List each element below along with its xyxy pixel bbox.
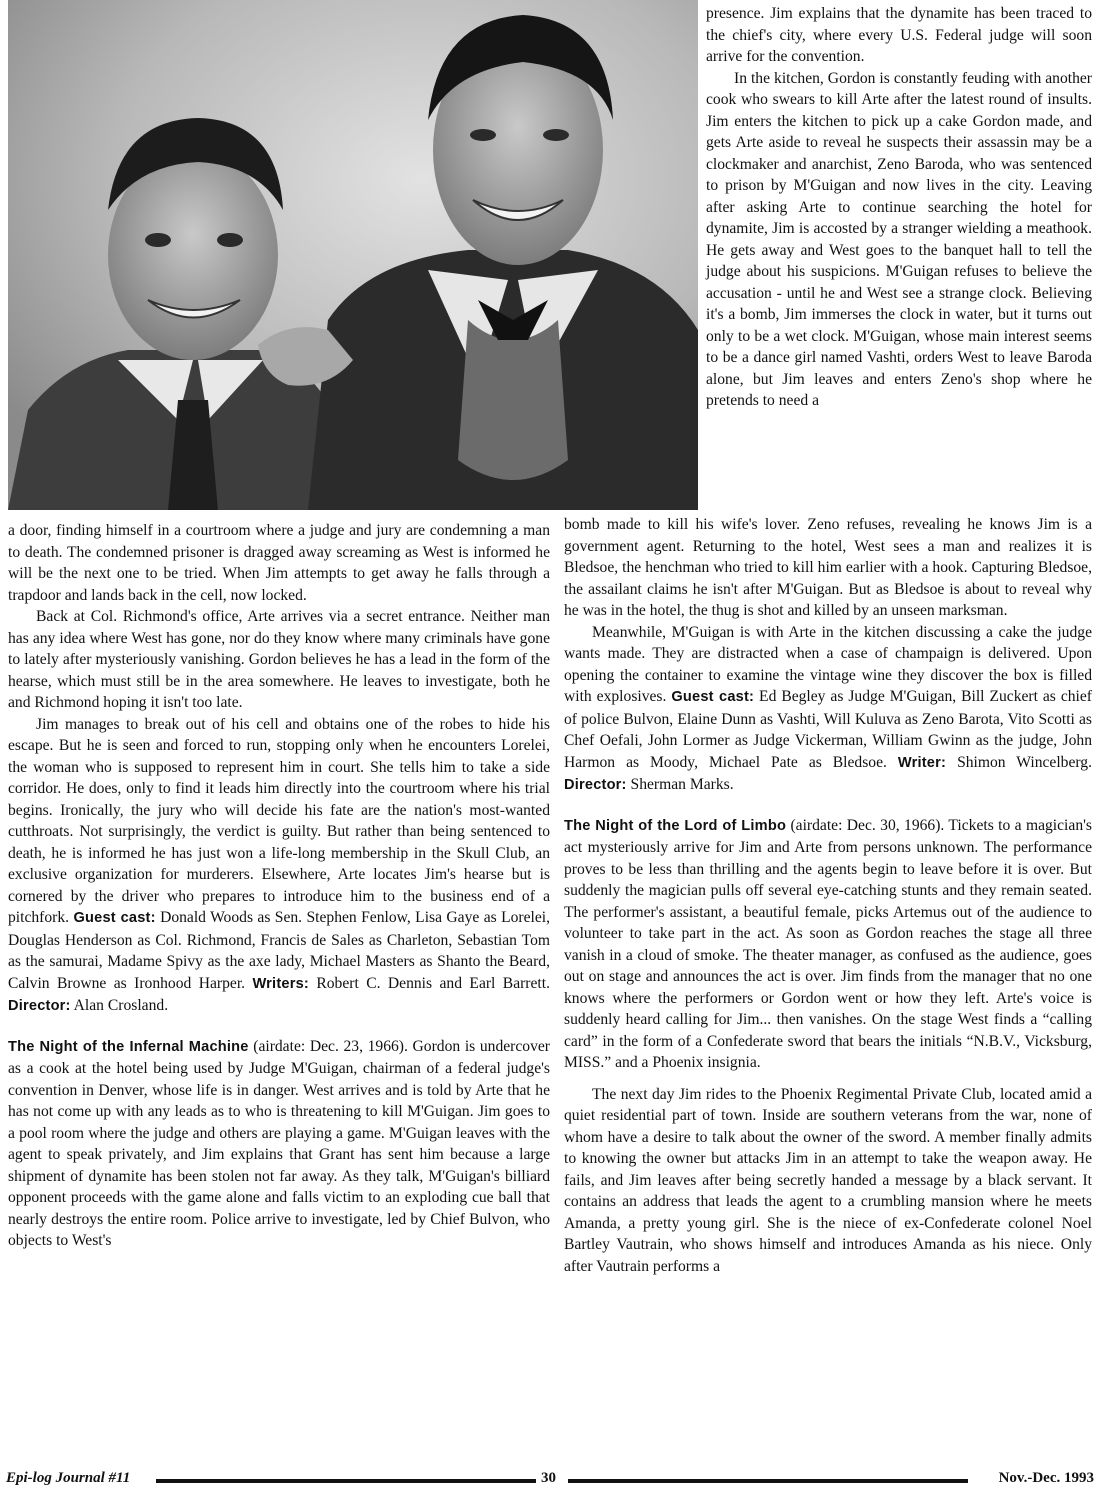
- journal-name: Epi-log Journal #11: [6, 1470, 131, 1486]
- paragraph-credits: [564, 622, 1092, 797]
- paragraph: a door, finding himself in a courtroom where a judge and jury are condemning a man to death. The condemned prisoner is dragged away screaming as West is informed he will be the next one to be tried. When Jim attempts to get away he falls through a trapdoor and lands back in the cell, now locked.: [8, 522, 550, 604]
- page-number: 30: [541, 1470, 556, 1486]
- paragraph: bomb made to kill his wife's lover. Zeno refuses, revealing he knows Jim is a government agent. Returning to the hotel, West sees a man and realizes it is Bledsoe, the henchman who tried to kill him earlier with a hook. Capturing Bledsoe, the assailant claims he isn't after M'Guigan. But as Bledsoe is about to reveal why he was in the hotel, the thug is shot and killed by an unseen marksman.: [564, 516, 1092, 619]
- guest-cast-list: Ed Begley as Judge M'Guigan, Bill Zuckert as chief of police Bulvon, Elaine Dunn as Vashti, Will Kuluva as Zeno Barota, Vito Scotti as Chef Oefali, John Lormer as Judge Vickerman, William Gwinn as the judge, John Harmon as Moody, Michael Pate as Bledsoe.: [564, 688, 1092, 771]
- director-label: Director:: [564, 777, 627, 793]
- episode-entry: [564, 815, 1092, 1074]
- guest-cast-label: Guest cast:: [73, 910, 156, 926]
- paragraph-credits: [8, 714, 550, 1018]
- paragraph-text: Jim manages to break out of his cell and obtains one of the robes to hide his escape. But he is seen and forced to run, stopping only when he encounters Lorelei, the woman who is supposed to represent him in court. She tells him to take a side corridor. He does, only to find it leads him directly into the courtroom where his trial begins. Ironically, the jury who will decide his fate are the nation's most-wanted cutthroats. Not surprisingly, the verdict is guilty. But rather than being sentenced to death, he is informed he has just won a life-long membership in the Skull Club, an exclusive organization for murderers. Elsewhere, Arte locates Jim's hearse but is cornered by the driver who prepares to introduce him to the business end of a pitchfork.: [8, 715, 550, 926]
- top-right-column: [706, 3, 1092, 412]
- footer-rule-left: [156, 1479, 536, 1483]
- writers-label: Writers:: [252, 975, 309, 992]
- writer-label: Writer:: [897, 754, 947, 771]
- left-column: [8, 520, 550, 1252]
- director-name: Sherman Marks.: [630, 776, 734, 793]
- guest-cast-list: Donald Woods as Sen. Stephen Fenlow, Lisa Gaye as Lorelei, Douglas Henderson as Col. Richmond, Francis de Sales as Charleton, Sebastian Tom as the samurai, Madame Spivy as the axe lady, Michael Masters as Shanto the Beard, Calvin Browne as Ironhood Harper.: [8, 909, 551, 992]
- writer-name: Shimon Wincelberg.: [957, 753, 1092, 771]
- cast-photo: [8, 0, 698, 510]
- guest-cast-label: Guest cast:: [671, 689, 755, 705]
- episode-entry: [8, 1036, 550, 1252]
- paragraph: In the kitchen, Gordon is constantly feuding with another cook who swears to kill Arte after the latest round of insults. Jim enters the kitchen to pick up a cake Gordon made, and gets Arte aside to reveal he suspects their assassin may be a clockmaker and anarchist, Zeno Baroda, who was sentenced to prison by M'Guigan and now lives in the city. Leaving after asking Arte to continue searching the hotel for dynamite, Jim is accosted by a stranger wielding a meathook. He gets away and West goes to the banquet hall to tell the judge about his suspicions. M'Guigan refuses to believe the accusation - until he and West see a strange clock. Believing it's a bomb, Jim immerses the clock in water, but it turns out only to be a wet clock. M'Guigan, whose main interest seems to be a dance girl named Vashti, orders West to leave Baroda alone, but Jim leaves and enters Zeno's shop where he pretends to need a: [706, 69, 1092, 409]
- footer-rule-right: [568, 1479, 968, 1483]
- cast-photo-illustration: [8, 0, 698, 510]
- paragraph-text: Meanwhile, M'Guigan is with Arte in the kitchen discussing a cake the judge wants made. They are distracted when a case of champaign is delivered. Upon opening the container to examine the vintage wine they discover the box is filled with explosives.: [564, 623, 1092, 705]
- director-name: Alan Crosland.: [73, 997, 169, 1014]
- paragraph: Back at Col. Richmond's office, Arte arrives via a secret entrance. Neither man has any idea where West has gone, nor do they know where many criminals have gone to lately after mysteriously vanishing. Gordon believes he has a lead in the form of the hearse, which must still be in the area somewhere. He leaves to investigate, both he and Richmond hoping it isn't too late.: [8, 608, 550, 711]
- right-column: [564, 514, 1092, 1277]
- writers-list: Robert C. Dennis and Earl Barrett.: [316, 974, 550, 992]
- episode-title: The Night of the Infernal Machine: [8, 1038, 249, 1055]
- paragraph: The next day Jim rides to the Phoenix Regimental Private Club, located amid a quiet residential part of town. Inside are southern veterans from the war, none of whom have a desire to talk about the owner of the sword. A member finally admits to knowing the owner but attacks Jim in an attempt to take the weapon away. He fails, and Jim leaves after being secretly handed a message by a black servant. It contains an address that leads the agent to a crumbling mansion where he meets Amanda, a pretty young girl. She is the niece of ex-Confederate colonel Noel Bartley Vautrain, who shows himself and introduces Amanda as his niece. Only after Vautrain performs a: [564, 1085, 1092, 1275]
- episode-synopsis: (airdate: Dec. 23, 1966). Gordon is undercover as a cook at the hotel being used by Judge M'Guigan, chairman of a federal judge's convention in Denver, whose life is in danger. West arrives and is told by Arte that he has not come up with any leads as to who is threatening to kill M'Guigan. Jim goes to a pool room where the judge and others are playing a game. M'Guigan leaves with the agent to speak privately, and Jim explains that Grant has sent him because a large shipment of dynamite has been stolen not far away. As they talk, M'Guigan's billiard opponent proceeds with the game alone and falls victim to an exploding cue ball that nearly destroys the entire room. Police arrive to investigate, led by Chief Bulvon, who objects to West's: [8, 1037, 550, 1249]
- paragraph: presence. Jim explains that the dynamite has been traced to the chief's city, where every U.S. Federal judge will soon arrive for the convention.: [706, 5, 1092, 65]
- episode-synopsis: (airdate: Dec. 30, 1966). Tickets to a magician's act mysteriously arrive for Jim and Arte from persons unknown. The performance proves to be less than thrilling and the agents begin to leave before it is over. But suddenly the magician pulls off several eye-catching stunts and they remain seated. The performer's assistant, a beautiful female, picks Artemus out of the audience to volunteer to take part in the act. As soon as Gordon reaches the stage all three vanish in a cloud of smoke. The theater manager, as confused as the audience, goes out on stage and announces the act is over. Jim finds from the manager that no one knows where the performers or Gordon went or how they left. Arte's voice is suddenly heard calling for Jim... then vanishes. On the stage West finds a “calling card” in the form of a Confederate sword that bears the initials “N.B.V., Vicksburg, MISS.” and a Phoenix insignia.: [564, 816, 1092, 1071]
- page-footer: [6, 1469, 1094, 1491]
- episode-title: The Night of the Lord of Limbo: [564, 817, 787, 834]
- issue-date: Nov.-Dec. 1993: [998, 1470, 1094, 1486]
- director-label: Director:: [8, 998, 71, 1014]
